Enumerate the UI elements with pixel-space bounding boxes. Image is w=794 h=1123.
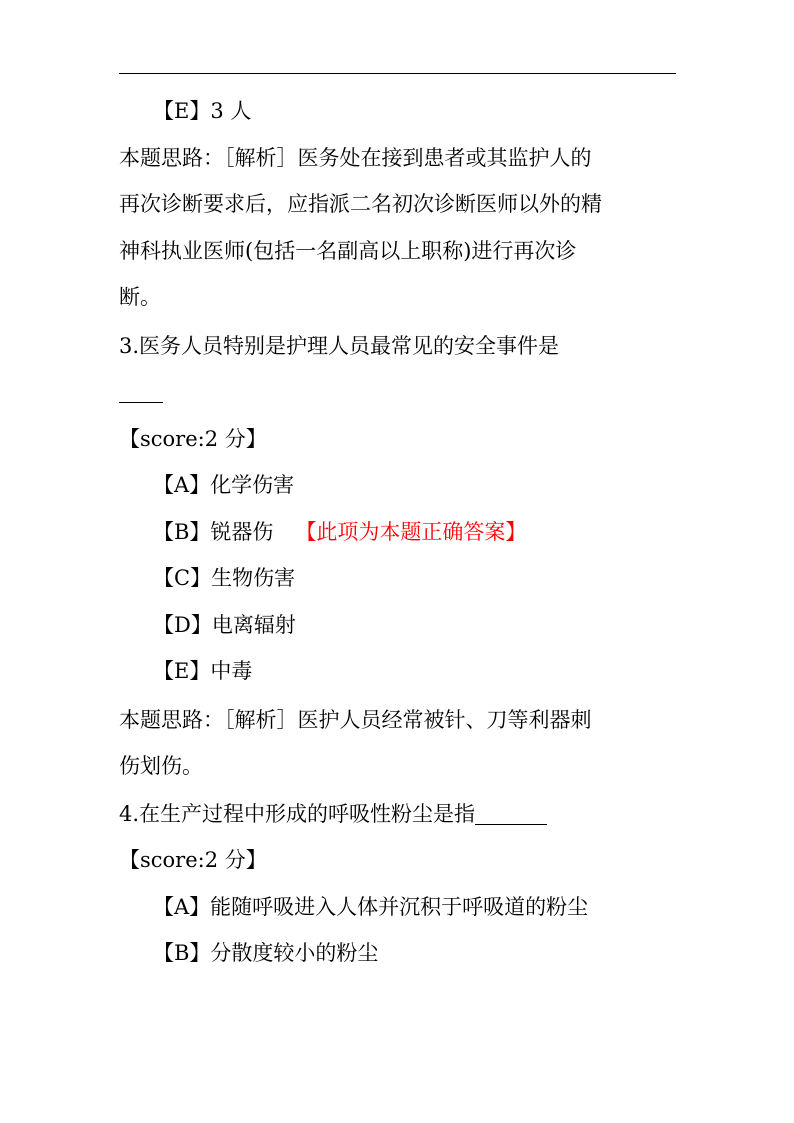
q3-option-b-row bbox=[153, 517, 526, 547]
q4-option-b: 【B】分散度较小的粉尘 bbox=[153, 941, 379, 965]
correct-answer-mark: 【此项为本题正确答案】 bbox=[295, 520, 527, 544]
q4-score: 【score:2 分】 bbox=[119, 848, 267, 872]
q3-option-d: 【D】电离辐射 bbox=[153, 613, 296, 637]
q3-option-c: 【C】生物伤害 bbox=[153, 566, 296, 590]
q4-option-a: 【A】能随呼吸进入人体并沉积于呼吸道的粉尘 bbox=[153, 895, 589, 919]
q3-score: 【score:2 分】 bbox=[119, 427, 267, 451]
q3-answer-blank bbox=[119, 402, 163, 403]
q2-explanation-line-2: 再次诊断要求后，应指派二名初次诊断医师以外的精 bbox=[119, 192, 602, 216]
q4-stem-row bbox=[119, 799, 547, 829]
header-rule bbox=[119, 73, 676, 74]
q4-answer-blank bbox=[475, 803, 547, 825]
q3-explanation-line-1: 本题思路：［解析］医护人员经常被针、刀等利器刺 bbox=[119, 708, 592, 732]
q3-stem: 3.医务人员特别是护理人员最常见的安全事件是 bbox=[119, 334, 560, 358]
q3-option-b: 【B】锐器伤 bbox=[153, 520, 274, 544]
q2-explanation-line-3: 神科执业医师(包括一名副高以上职称)进行再次诊 bbox=[119, 239, 577, 263]
q2-option-e: 【E】3 人 bbox=[153, 99, 252, 123]
q3-option-a: 【A】化学伤害 bbox=[153, 473, 295, 497]
q4-stem: 4.在生产过程中形成的呼吸性粉尘是指 bbox=[119, 802, 476, 826]
q2-explanation-line-1: 本题思路：［解析］医务处在接到患者或其监护人的 bbox=[119, 146, 592, 170]
q3-option-e: 【E】中毒 bbox=[153, 659, 253, 683]
q2-explanation-line-4: 断。 bbox=[119, 285, 161, 309]
q3-explanation-line-2: 伤划伤。 bbox=[119, 754, 203, 778]
